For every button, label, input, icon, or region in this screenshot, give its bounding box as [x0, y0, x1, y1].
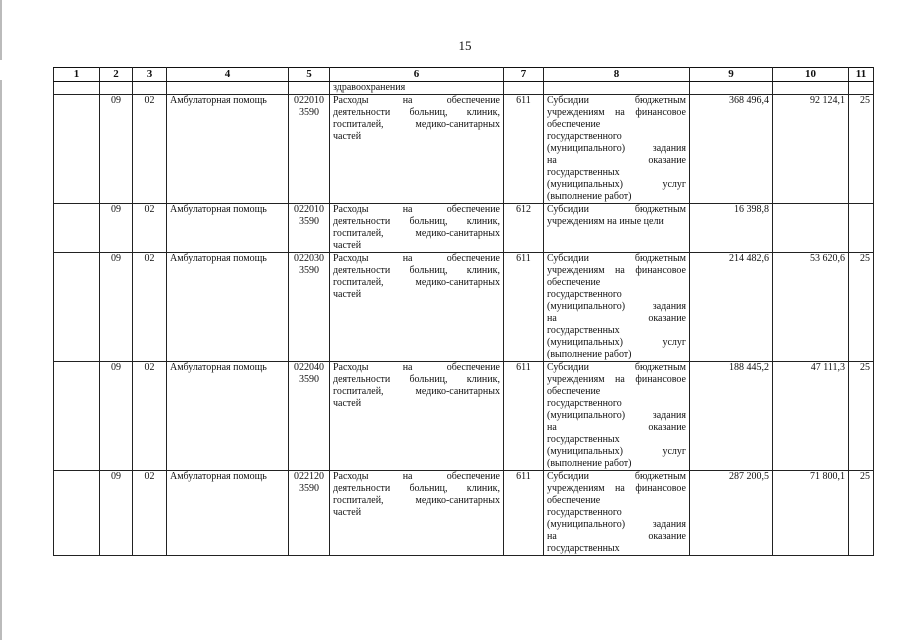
- expense-type-description-line: государственных: [547, 167, 620, 178]
- cell-empty: [54, 471, 100, 556]
- expense-type-description-line: (выполнение работ): [547, 191, 632, 202]
- expense-description-line: Расходы на обеспечение: [333, 253, 500, 264]
- scan-edge-mark: [0, 80, 2, 640]
- cell-empty: [504, 82, 544, 95]
- expense-description-line: частей: [333, 289, 362, 300]
- target-article-code-line: 3590: [299, 374, 319, 385]
- cell-empty: [54, 82, 100, 95]
- percent-col11: [849, 204, 874, 253]
- target-article-code-line: 3590: [299, 216, 319, 227]
- cell-empty: [54, 253, 100, 362]
- expense-type-description-line: государственного: [547, 289, 622, 300]
- cell-empty: [54, 95, 100, 204]
- continuation-text: здравоохранения: [330, 82, 504, 95]
- target-article-code-line: 022120: [294, 471, 324, 482]
- cell-empty: [167, 82, 289, 95]
- percent-col11: 25: [849, 95, 874, 204]
- expense-type-description-line: Субсидии бюджетным: [547, 95, 686, 106]
- expense-description-line: Расходы на обеспечение: [333, 362, 500, 373]
- cell-empty: [133, 82, 167, 95]
- expense-description-line: частей: [333, 507, 362, 518]
- expense-type-description: [544, 95, 690, 204]
- expense-description-line: госпиталей, медико-санитарных: [333, 228, 500, 239]
- header-cell: 10: [773, 68, 849, 82]
- razdel-code: 09: [100, 362, 133, 471]
- header-cell: 6: [330, 68, 504, 82]
- table-row: [54, 95, 874, 204]
- table-row: [54, 204, 874, 253]
- section-name: Амбулаторная помощь: [167, 471, 289, 556]
- header-cell: 2: [100, 68, 133, 82]
- expense-type-description: [544, 471, 690, 556]
- razdel-code: 09: [100, 204, 133, 253]
- amount-col10: 92 124,1: [773, 95, 849, 204]
- expense-description-line: частей: [333, 240, 362, 251]
- amount-col9: 188 445,2: [690, 362, 773, 471]
- header-cell: 11: [849, 68, 874, 82]
- cell-empty: [690, 82, 773, 95]
- header-cell: 7: [504, 68, 544, 82]
- header-cell: 8: [544, 68, 690, 82]
- target-article-code: [289, 95, 330, 204]
- section-name: Амбулаторная помощь: [167, 253, 289, 362]
- amount-col10: [773, 204, 849, 253]
- expense-description-line: частей: [333, 131, 362, 142]
- percent-col11: 25: [849, 471, 874, 556]
- podrazdel-code: 02: [133, 362, 167, 471]
- podrazdel-code: 02: [133, 95, 167, 204]
- expense-type-description-line: учреждениям на финансовое: [547, 374, 686, 385]
- expense-type-code: 612: [504, 204, 544, 253]
- expense-type-description-line: (выполнение работ): [547, 458, 632, 469]
- expense-type-description-line: на оказание: [547, 155, 686, 166]
- expense-type-description-line: Субсидии бюджетным: [547, 362, 686, 373]
- target-article-code: [289, 362, 330, 471]
- table-row: [54, 253, 874, 362]
- expense-type-description-line: (муниципального) задания: [547, 301, 686, 312]
- expense-description: [330, 204, 504, 253]
- expense-description-line: госпиталей, медико-санитарных: [333, 277, 500, 288]
- expense-description: [330, 471, 504, 556]
- podrazdel-code: 02: [133, 253, 167, 362]
- expense-type-description-line: государственного: [547, 507, 622, 518]
- expense-type-description-line: на оказание: [547, 422, 686, 433]
- target-article-code-line: 022040: [294, 362, 324, 373]
- expense-type-description-line: государственных: [547, 543, 620, 554]
- expense-type-description-line: на оказание: [547, 313, 686, 324]
- expense-type-description-line: обеспечение: [547, 119, 601, 130]
- expense-description-line: Расходы на обеспечение: [333, 204, 500, 215]
- target-article-code-line: 3590: [299, 483, 319, 494]
- target-article-code-line: 022010: [294, 204, 324, 215]
- cell-empty: [849, 82, 874, 95]
- expense-type-description-line: учреждениям на финансовое: [547, 107, 686, 118]
- expense-description-line: деятельности больниц, клиник,: [333, 107, 500, 118]
- target-article-code: [289, 204, 330, 253]
- expense-type-description-line: учреждениям на иные цели: [547, 216, 664, 227]
- expense-description-line: госпиталей, медико-санитарных: [333, 386, 500, 397]
- cell-empty: [773, 82, 849, 95]
- expense-type-description-line: государственного: [547, 131, 622, 142]
- expense-type-description: [544, 204, 690, 253]
- expense-description-line: госпиталей, медико-санитарных: [333, 495, 500, 506]
- expense-type-description-line: учреждениям на финансовое: [547, 483, 686, 494]
- target-article-code-line: 022030: [294, 253, 324, 264]
- expense-type-description-line: обеспечение: [547, 386, 601, 397]
- razdel-code: 09: [100, 471, 133, 556]
- cell-empty: [100, 82, 133, 95]
- expense-type-description-line: Субсидии бюджетным: [547, 204, 686, 215]
- expense-description-line: госпиталей, медико-санитарных: [333, 119, 500, 130]
- amount-col9: 16 398,8: [690, 204, 773, 253]
- expense-description-line: деятельности больниц, клиник,: [333, 374, 500, 385]
- amount-col9: 287 200,5: [690, 471, 773, 556]
- section-name: Амбулаторная помощь: [167, 95, 289, 204]
- expense-description-line: деятельности больниц, клиник,: [333, 265, 500, 276]
- percent-col11: 25: [849, 362, 874, 471]
- target-article-code-line: 3590: [299, 265, 319, 276]
- expense-type-description-line: (выполнение работ): [547, 349, 632, 360]
- header-row: [54, 68, 874, 82]
- expense-type-description-line: учреждениям на финансовое: [547, 265, 686, 276]
- amount-col10: 53 620,6: [773, 253, 849, 362]
- amount-col9: 368 496,4: [690, 95, 773, 204]
- cell-empty: [544, 82, 690, 95]
- expense-description-line: частей: [333, 398, 362, 409]
- razdel-code: 09: [100, 95, 133, 204]
- expense-type-description-line: Субсидии бюджетным: [547, 253, 686, 264]
- expense-description-line: Расходы на обеспечение: [333, 95, 500, 106]
- expense-type-code: 611: [504, 471, 544, 556]
- expense-type-description-line: государственного: [547, 398, 622, 409]
- expense-type-description-line: на оказание: [547, 531, 686, 542]
- podrazdel-code: 02: [133, 204, 167, 253]
- continuation-row: [54, 82, 874, 95]
- expense-type-code: 611: [504, 362, 544, 471]
- header-cell: 3: [133, 68, 167, 82]
- expense-description: [330, 253, 504, 362]
- razdel-code: 09: [100, 253, 133, 362]
- target-article-code-line: 3590: [299, 107, 319, 118]
- target-article-code: [289, 253, 330, 362]
- expense-type-description-line: Субсидии бюджетным: [547, 471, 686, 482]
- percent-col11: 25: [849, 253, 874, 362]
- header-cell: 4: [167, 68, 289, 82]
- expense-type-description: [544, 362, 690, 471]
- cell-empty: [289, 82, 330, 95]
- amount-col10: 47 111,3: [773, 362, 849, 471]
- page-number: 15: [458, 38, 472, 53]
- section-name: Амбулаторная помощь: [167, 362, 289, 471]
- expense-type-code: 611: [504, 253, 544, 362]
- expense-description: [330, 95, 504, 204]
- expense-type-description-line: государственных: [547, 325, 620, 336]
- expense-description: [330, 362, 504, 471]
- header-cell: 5: [289, 68, 330, 82]
- amount-col10: 71 800,1: [773, 471, 849, 556]
- amount-col9: 214 482,6: [690, 253, 773, 362]
- expense-type-description-line: (муниципальных) услуг: [547, 337, 686, 348]
- section-name: Амбулаторная помощь: [167, 204, 289, 253]
- expense-description-line: деятельности больниц, клиник,: [333, 483, 500, 494]
- expense-type-code: 611: [504, 95, 544, 204]
- expense-type-description-line: обеспечение: [547, 277, 601, 288]
- cell-empty: [54, 204, 100, 253]
- expense-type-description-line: (муниципальных) услуг: [547, 179, 686, 190]
- budget-table: [53, 67, 874, 556]
- expense-type-description-line: (муниципального) задания: [547, 410, 686, 421]
- cell-empty: [54, 362, 100, 471]
- header-cell: 1: [54, 68, 100, 82]
- header-cell: 9: [690, 68, 773, 82]
- table-row: [54, 362, 874, 471]
- expense-description-line: Расходы на обеспечение: [333, 471, 500, 482]
- expense-type-description-line: (муниципальных) услуг: [547, 446, 686, 457]
- expense-type-description-line: (муниципального) задания: [547, 143, 686, 154]
- table-row: [54, 471, 874, 556]
- expense-type-description-line: обеспечение: [547, 495, 601, 506]
- expense-description-line: деятельности больниц, клиник,: [333, 216, 500, 227]
- expense-type-description-line: (муниципального) задания: [547, 519, 686, 530]
- expense-type-description: [544, 253, 690, 362]
- podrazdel-code: 02: [133, 471, 167, 556]
- target-article-code: [289, 471, 330, 556]
- target-article-code-line: 022010: [294, 95, 324, 106]
- expense-type-description-line: государственных: [547, 434, 620, 445]
